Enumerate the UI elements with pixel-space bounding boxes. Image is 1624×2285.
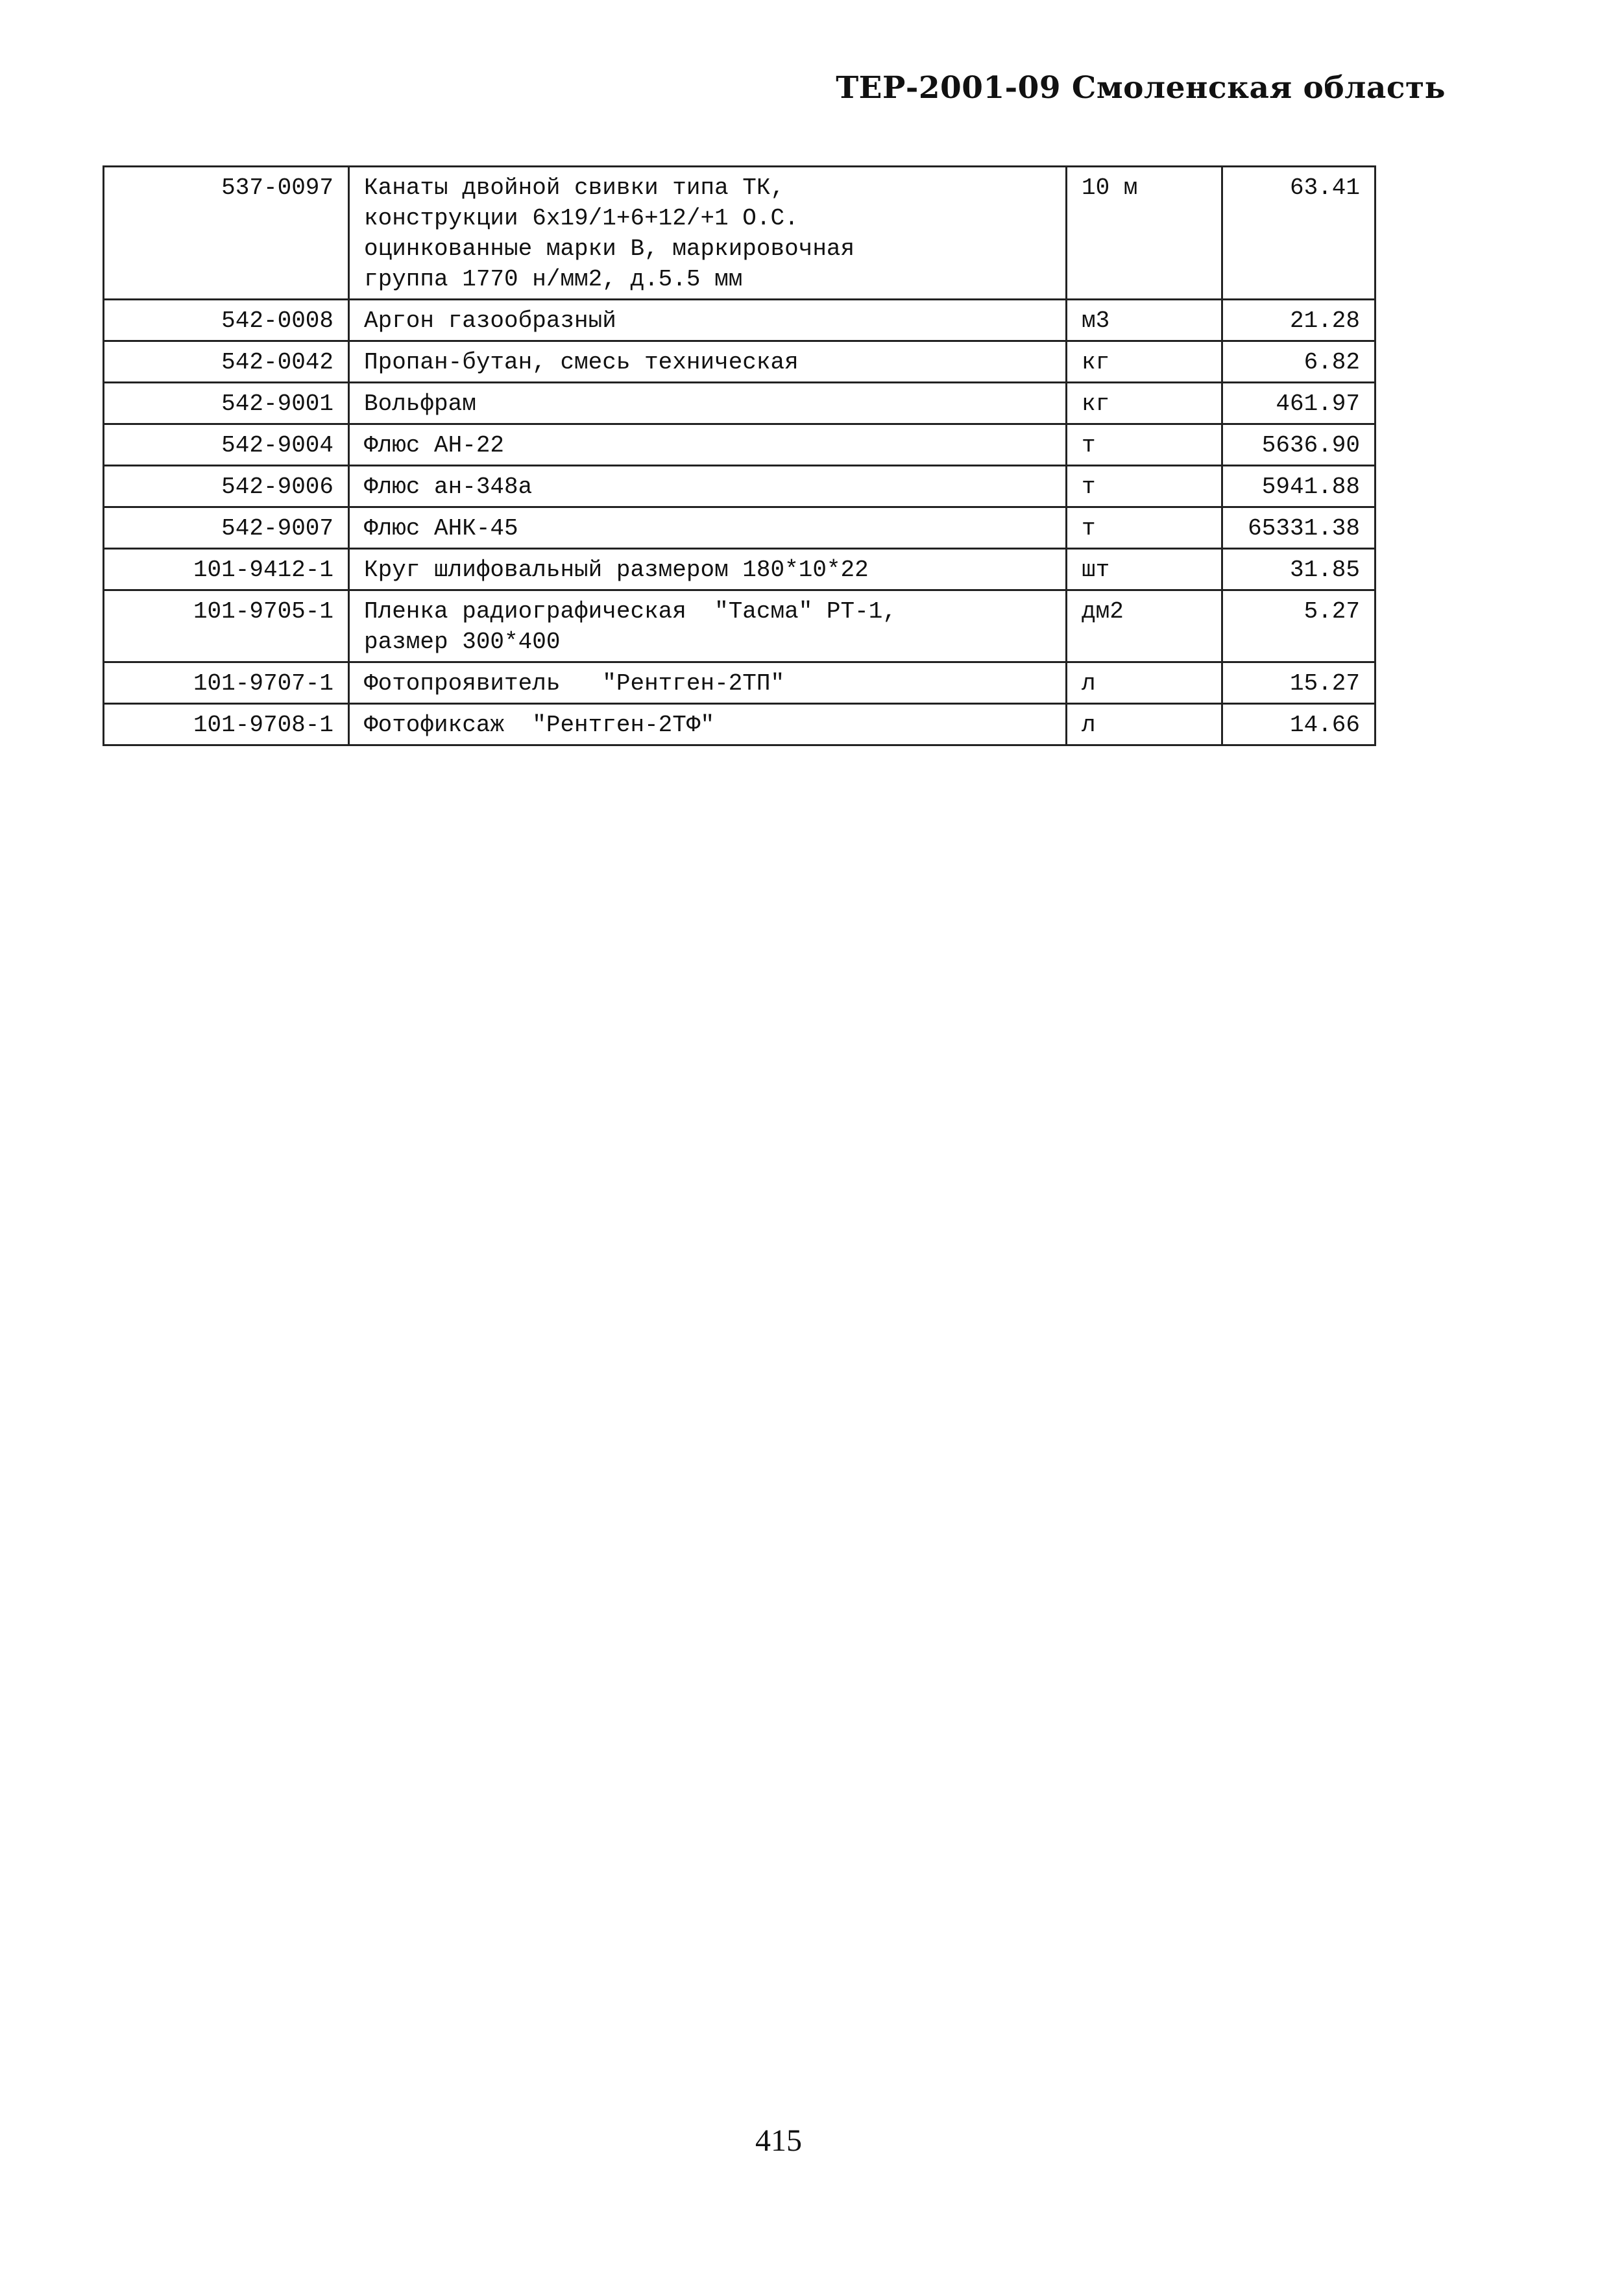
- table-row: [104, 383, 1376, 424]
- resource-price: 31.85: [1222, 549, 1376, 590]
- resource-unit: т: [1067, 424, 1222, 466]
- table-row: [104, 507, 1376, 549]
- resource-name: Вольфрам: [349, 383, 1067, 424]
- table-row: [104, 167, 1376, 300]
- resource-price: 6.82: [1222, 341, 1376, 383]
- resource-name: Круг шлифовальный размером 180*10*22: [349, 549, 1067, 590]
- resource-name: Флюс АНК-45: [349, 507, 1067, 549]
- page-number: 415: [755, 2123, 802, 2158]
- resource-unit: дм2: [1067, 590, 1222, 662]
- resource-price: 461.97: [1222, 383, 1376, 424]
- resource-unit: кг: [1067, 383, 1222, 424]
- table-row: [104, 549, 1376, 590]
- resource-unit: 10 м: [1067, 167, 1222, 300]
- materials-table: [103, 165, 1376, 746]
- table-row: [104, 341, 1376, 383]
- resource-unit: л: [1067, 704, 1222, 745]
- resource-unit: м3: [1067, 300, 1222, 341]
- table-row: [104, 590, 1376, 662]
- resource-name: Канаты двойной свивки типа ТК, конструкции 6х19/1+6+12/+1 О.С. оцинкованные марки В, маркировочная группа 1770 н/мм2, д.5.5 мм: [349, 167, 1067, 300]
- resource-price: 5.27: [1222, 590, 1376, 662]
- resource-price: 5941.88: [1222, 466, 1376, 507]
- table-row: [104, 424, 1376, 466]
- resource-code: 542-9007: [104, 507, 349, 549]
- resource-name: Фотофиксаж "Рентген-2ТФ": [349, 704, 1067, 745]
- page-header-title: ТЕР-2001-09 Смоленская область: [836, 70, 1446, 106]
- resource-price: 14.66: [1222, 704, 1376, 745]
- resource-code: 542-0042: [104, 341, 349, 383]
- materials-table-body: [104, 167, 1376, 745]
- table-row: [104, 300, 1376, 341]
- resource-price: 65331.38: [1222, 507, 1376, 549]
- resource-name: Аргон газообразный: [349, 300, 1067, 341]
- resource-price: 63.41: [1222, 167, 1376, 300]
- table-row: [104, 704, 1376, 745]
- resource-name: Фотопроявитель "Рентген-2ТП": [349, 662, 1067, 704]
- materials-table-container: [103, 165, 1374, 746]
- resource-code: 101-9708-1: [104, 704, 349, 745]
- resource-code: 542-9006: [104, 466, 349, 507]
- resource-name: Флюс АН-22: [349, 424, 1067, 466]
- resource-price: 15.27: [1222, 662, 1376, 704]
- resource-name: Пленка радиографическая "Тасма" РТ-1, размер 300*400: [349, 590, 1067, 662]
- table-row: [104, 466, 1376, 507]
- resource-price: 5636.90: [1222, 424, 1376, 466]
- resource-code: 542-9001: [104, 383, 349, 424]
- resource-code: 101-9707-1: [104, 662, 349, 704]
- resource-unit: шт: [1067, 549, 1222, 590]
- resource-name: Флюс ан-348а: [349, 466, 1067, 507]
- resource-unit: т: [1067, 466, 1222, 507]
- resource-price: 21.28: [1222, 300, 1376, 341]
- table-row: [104, 662, 1376, 704]
- resource-code: 542-0008: [104, 300, 349, 341]
- resource-code: 101-9412-1: [104, 549, 349, 590]
- resource-unit: т: [1067, 507, 1222, 549]
- resource-unit: кг: [1067, 341, 1222, 383]
- resource-name: Пропан-бутан, смесь техническая: [349, 341, 1067, 383]
- resource-code: 101-9705-1: [104, 590, 349, 662]
- resource-unit: л: [1067, 662, 1222, 704]
- resource-code: 542-9004: [104, 424, 349, 466]
- resource-code: 537-0097: [104, 167, 349, 300]
